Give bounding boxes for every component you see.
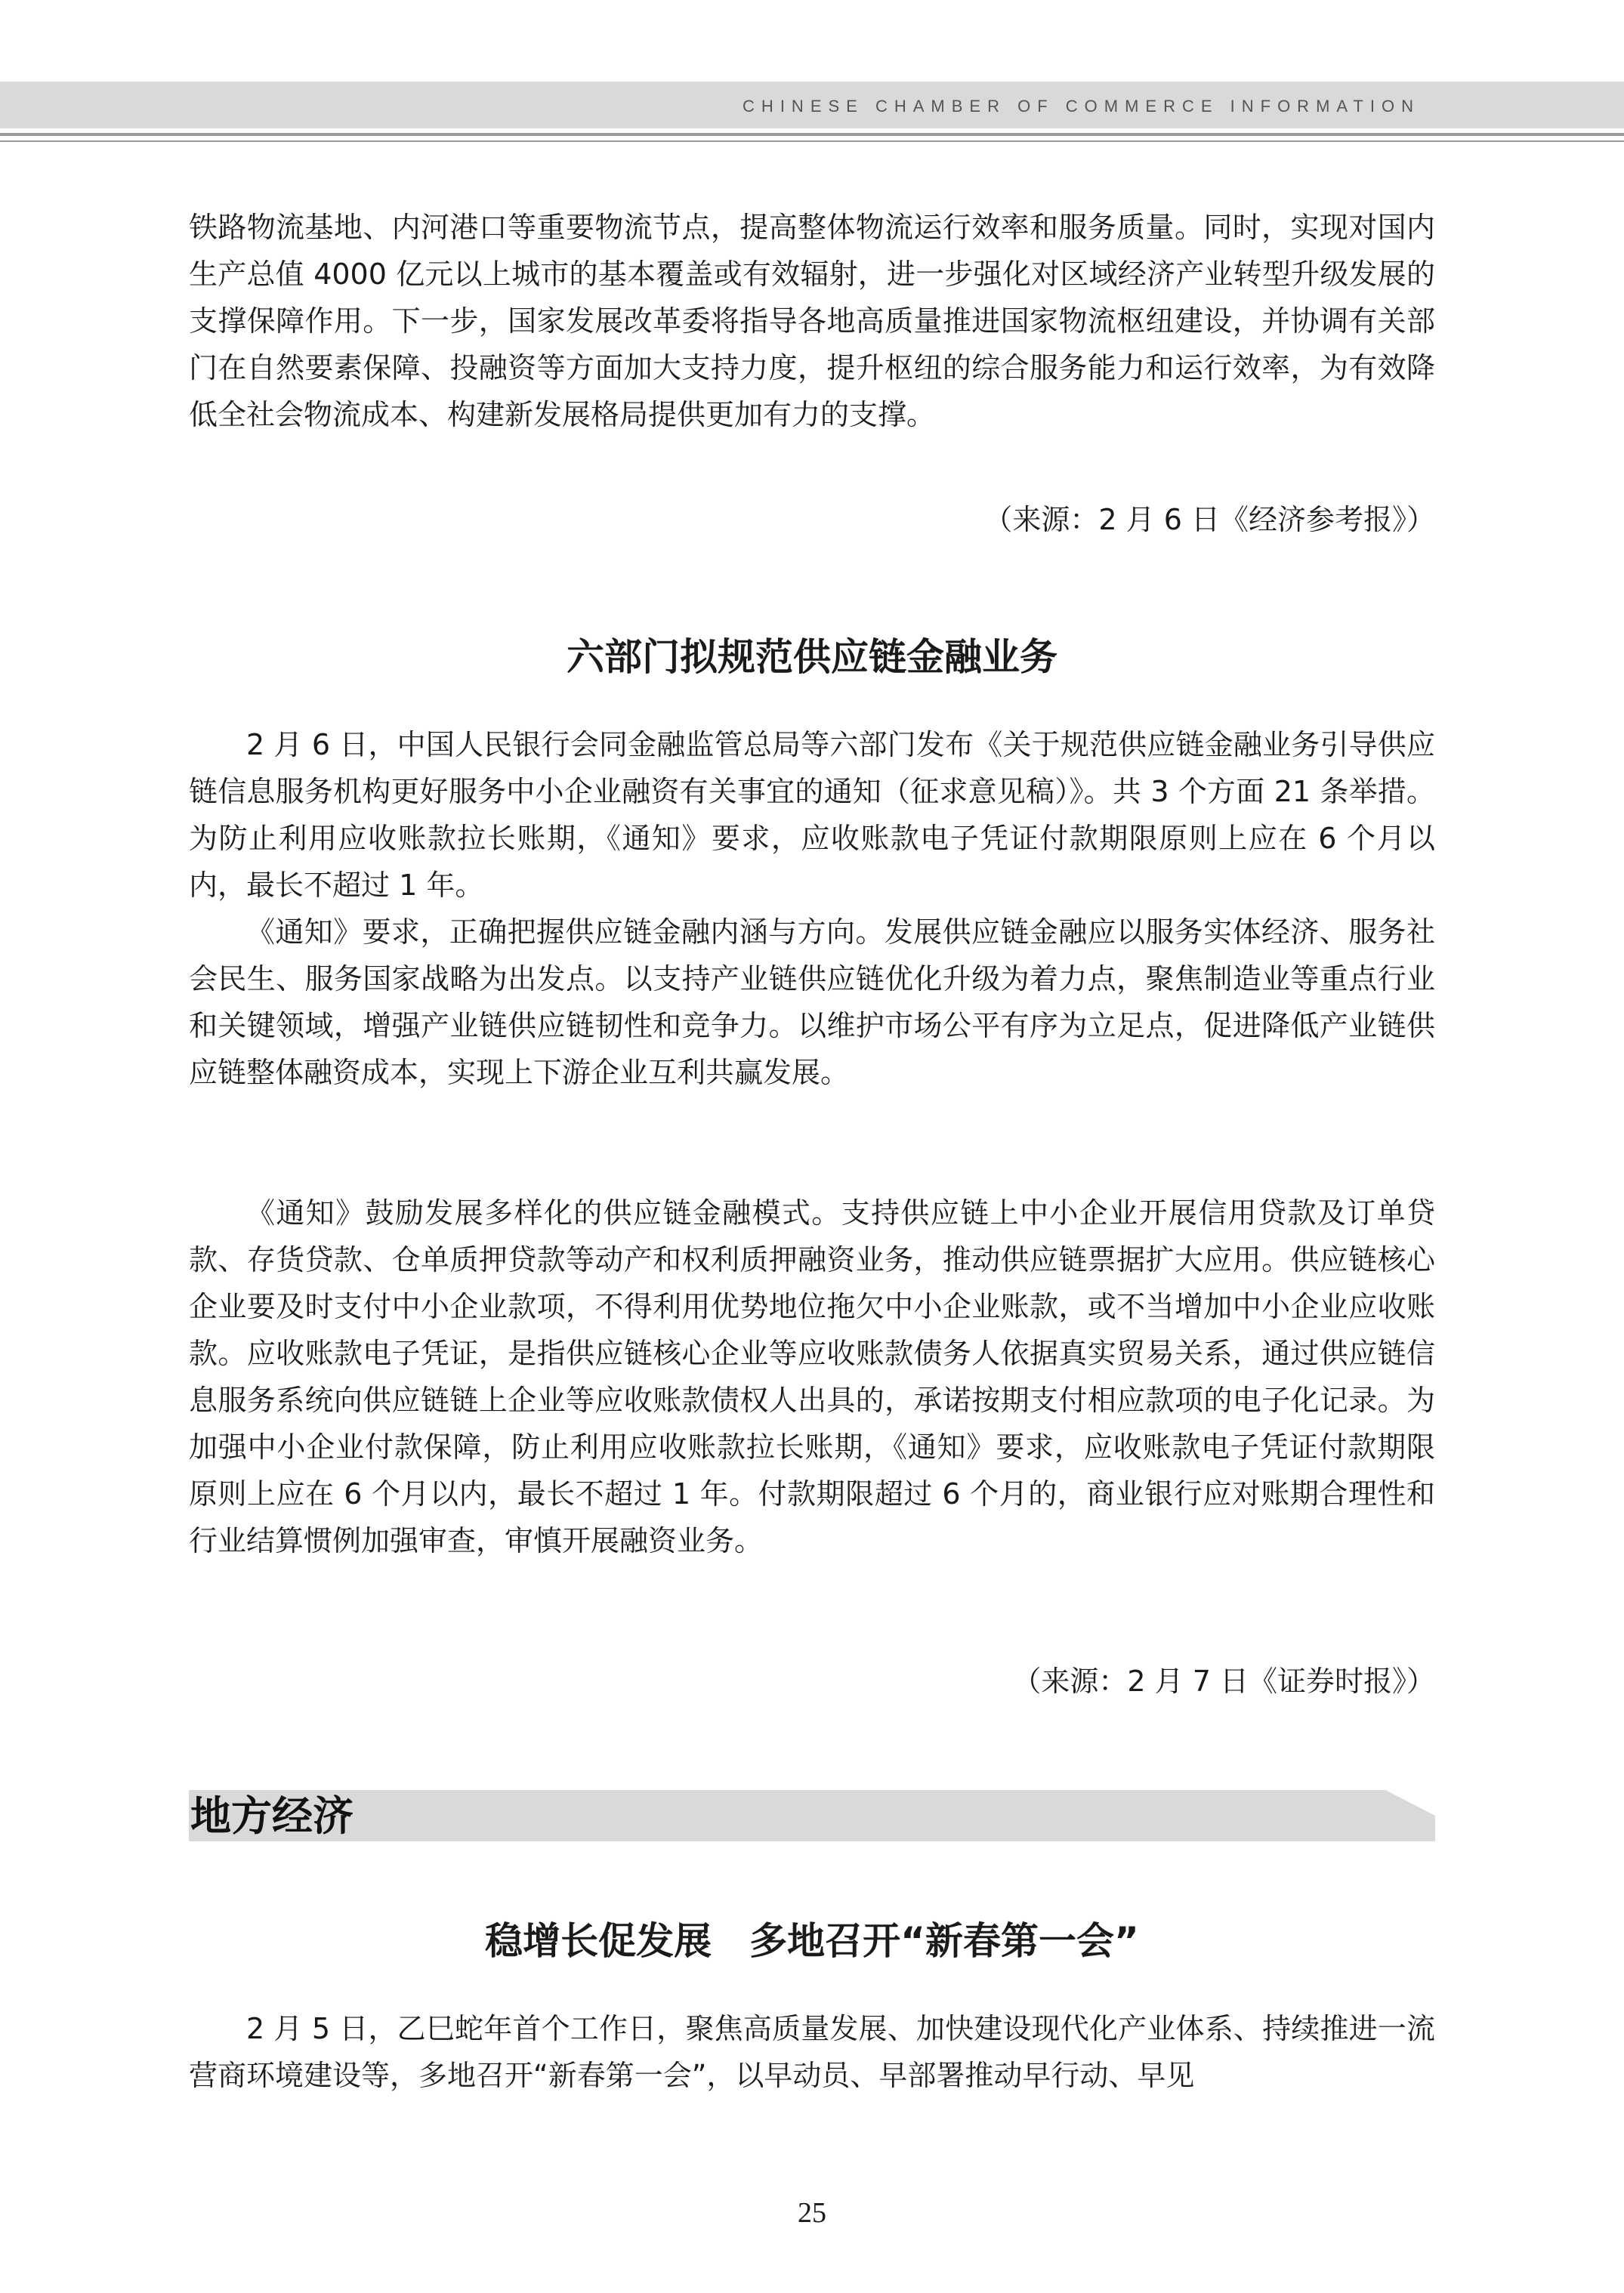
section-title: 地方经济 <box>190 1792 354 1840</box>
article2-title: 六部门拟规范供应链金融业务 <box>567 635 1057 679</box>
article3-paragraph-1: 2 月 5 日，乙巳蛇年首个工作日，聚焦高质量发展、加快建设现代化产业体系、持续推进一流营商环境建设等，多地召开“新春第一会”，以早动员、早部署推动早行动、早见 <box>189 2012 1435 2092</box>
page-number: 25 <box>798 2197 826 2229</box>
article2-paragraph-3: 《通知》鼓励发展多样化的供应链金融模式。支持供应链上中小企业开展信用贷款及订单贷款、存货贷款、仓单质押贷款等动产和权利质押融资业务，推动供应链票据扩大应用。供应链核心企业要及时支付中小企业款项，不得利用优势地位拖欠中小企业账款，或不当增加中小企业应收账款。应收账款电子凭证，是指供应链核心企业等应收账款债务人依据真实贸易关系，通过供应链信息服务系统向供应链链上企业等应收账款债权人出具的，承诺按期支付相应款项的电子化记录。为加强中小企业付款保障，防止利用应收账款拉长账期，《通知》要求，应收账款电子凭证付款期限原则上应在 6 个月以内，最长不超过 1 年。付款期限超过 6 个月的，商业银行应对账期合理性和行业结算惯例加强审查，审慎开展融资业务。 <box>189 1196 1435 1557</box>
header-rule-thin <box>0 140 1624 142</box>
header-rule-thick <box>0 133 1624 136</box>
running-header: CHINESE CHAMBER OF COMMERCE INFORMATION <box>743 97 1420 116</box>
article2-paragraph-2: 《通知》要求，正确把握供应链金融内涵与方向。发展供应链金融应以服务实体经济、服务社会民生、服务国家战略为出发点。以支持产业链供应链优化升级为着力点，聚焦制造业等重点行业和关键领域，增强产业链供应链韧性和竞争力。以维护市场公平有序为立足点，促进降低产业链供应链整体融资成本，实现上下游企业互利共赢发展。 <box>189 915 1435 1089</box>
article3-title: 稳增长促发展 多地召开“新春第一会” <box>485 1919 1139 1963</box>
article1-source: （来源：2 月 6 日《经济参考报》） <box>983 503 1435 536</box>
article1-continuation: 铁路物流基地、内河港口等重要物流节点，提高整体物流运行效率和服务质量。同时，实现对国内生产总值 4000 亿元以上城市的基本覆盖或有效辐射，进一步强化对区域经济产业转型升级发展的支撑保障作用。下一步，国家发展改革委将指导各地高质量推进国家物流枢纽建设，并协调有关部门在自然要素保障、投融资等方面加大支持力度，提升枢纽的综合服务能力和运行效率，为有效降低全社会物流成本、构建新发展格局提供更加有力的支撑。 <box>189 211 1435 431</box>
section-banner <box>189 1790 1435 1841</box>
article2-paragraph-1: 2 月 6 日，中国人民银行会同金融监管总局等六部门发布《关于规范供应链金融业务引导供应链信息服务机构更好服务中小企业融资有关事宜的通知（征求意见稿）》。共 3 个方面 21 条举措。为防止利用应收账款拉长账期，《通知》要求，应收账款电子凭证付款期限原则上应在 6 个月以内，最长不超过 1 年。 <box>189 728 1435 902</box>
article2-source: （来源：2 月 7 日《证券时报》） <box>1012 1665 1435 1698</box>
